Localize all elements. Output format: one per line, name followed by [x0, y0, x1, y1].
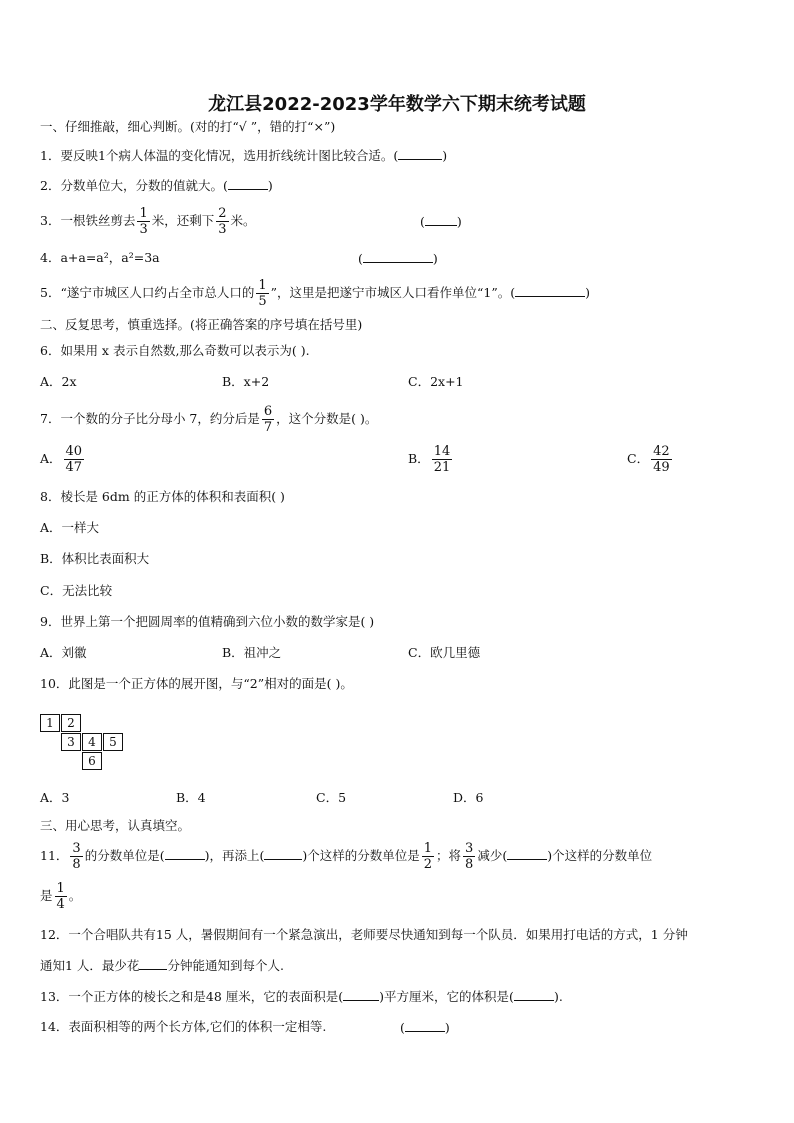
option-b[interactable]: B．4	[176, 790, 206, 805]
fraction: $\frac{1}{5}$	[258, 278, 267, 309]
question-2: 2．分数单位大，分数的值就大。( )	[40, 178, 273, 193]
fraction: $\frac{14}{21}$	[433, 444, 451, 475]
answer-blank[interactable]	[343, 988, 379, 1001]
question-5: 5．“遂宁市城区人口约占全市总人口的 $\frac{1}{5}$ ”，这里是把遂宁市城区人口看作单位“1”。( )	[40, 278, 591, 309]
question-12-line-2: 通知1 人．最少花 分钟能通知到每个人.	[40, 958, 284, 973]
section-2-heading: 二、反复思考，慎重选择。(将正确答案的序号填在括号里)	[40, 317, 363, 332]
net-face: 1	[40, 714, 60, 732]
option-a[interactable]: A．一样大	[40, 520, 100, 535]
option-d[interactable]: D．6	[453, 790, 484, 805]
question-9: 9．世界上第一个把圆周率的值精确到六位小数的数学家是( )	[40, 614, 375, 629]
fraction: $\frac{3}{8}$	[465, 841, 474, 872]
fraction: $\frac{6}{7}$	[263, 404, 273, 435]
section-3-heading: 三、用心思考，认真填空。	[40, 818, 191, 833]
question-3: 3．一根铁丝剪去 $\frac{1}{3}$ 米，还剩下 $\frac{2}{3}$ 米。	[40, 206, 256, 237]
option-b[interactable]: B．祖冲之	[222, 645, 282, 660]
answer-blank[interactable]	[139, 957, 167, 970]
option-b[interactable]: B． $\frac{14}{21}$	[408, 444, 451, 475]
question-6: 6．如果用 x 表示自然数,那么奇数可以表示为( ).	[40, 343, 310, 358]
fraction: $\frac{1}{3}$	[139, 206, 148, 237]
answer-blank[interactable]	[515, 284, 585, 297]
option-a[interactable]: A．3	[40, 790, 70, 805]
fraction: $\frac{2}{3}$	[218, 206, 227, 237]
answer-blank[interactable]	[398, 147, 442, 160]
question-14: 14．表面积相等的两个长方体,它们的体积一定相等.	[40, 1019, 327, 1034]
page-title: 龙江县2022-2023学年数学六下期末统考试题	[208, 94, 586, 115]
fraction: $\frac{3}{8}$	[72, 841, 81, 872]
question-11-line-2: 是 $\frac{1}{4}$ 。	[40, 881, 82, 912]
option-c[interactable]: C．欧几里德	[408, 645, 481, 660]
answer-blank[interactable]	[507, 847, 547, 860]
option-c[interactable]: C．2x+1	[408, 374, 464, 389]
option-c[interactable]: C．5	[316, 790, 347, 805]
answer-blank[interactable]	[264, 847, 302, 860]
question-4: 4．a+a=a²，a²=3a	[40, 250, 160, 265]
question-13: 13．一个正方体的棱长之和是48 厘米，它的表面积是( )平方厘米，它的体积是( ).	[40, 989, 563, 1004]
question-8: 8．棱长是 6dm 的正方体的体积和表面积( )	[40, 489, 285, 504]
option-b[interactable]: B．x+2	[222, 374, 270, 389]
answer-blank[interactable]	[405, 1019, 445, 1032]
section-1-heading: 一、仔细推敲，细心判断。(对的打“√ ”，错的打“×”)	[40, 119, 336, 134]
question-11: 11． $\frac{3}{8}$ 的分数单位是( )，再添上( )个这样的分数单位是 $\frac{1}{2}$ ；将 $\frac{3}{8}$ 减少( )个这样的分数单位	[40, 841, 653, 872]
option-c[interactable]: C．无法比较	[40, 583, 113, 598]
net-face: 2	[61, 714, 81, 732]
question-12: 12．一个合唱队共有15 人，暑假期间有一个紧急演出，老师要尽快通知到每一个队员．如果用打电话的方式，1 分钟	[40, 927, 688, 942]
net-face: 5	[103, 733, 123, 751]
net-face: 4	[82, 733, 102, 751]
option-a[interactable]: A．刘徽	[40, 645, 87, 660]
net-face: 3	[61, 733, 81, 751]
question-14-answer: ( )	[400, 1020, 450, 1035]
option-b[interactable]: B．体积比表面积大	[40, 551, 150, 566]
fraction: $\frac{1}{4}$	[56, 881, 65, 912]
fraction: $\frac{1}{2}$	[423, 841, 433, 872]
net-face: 6	[82, 752, 102, 770]
question-7: 7．一个数的分子比分母小 7，约分后是 $\frac{6}{7}$ ，这个分数是( )。	[40, 404, 378, 435]
answer-blank[interactable]	[514, 988, 554, 1001]
answer-blank[interactable]	[363, 250, 433, 263]
question-4-answer: ( )	[358, 251, 438, 266]
question-1: 1．要反映1个病人体温的变化情况，选用折线统计图比较合适。( )	[40, 148, 448, 163]
option-a[interactable]: A． $\frac{40}{47}$	[40, 444, 83, 475]
question-3-answer: ( )	[420, 214, 462, 229]
option-c[interactable]: C． $\frac{42}{49}$	[627, 444, 670, 475]
question-10: 10．此图是一个正方体的展开图，与“2”相对的面是( )。	[40, 676, 353, 691]
answer-blank[interactable]	[425, 213, 457, 226]
answer-blank[interactable]	[228, 177, 268, 190]
fraction: $\frac{42}{49}$	[653, 444, 670, 475]
answer-blank[interactable]	[165, 847, 205, 860]
fraction: $\frac{40}{47}$	[65, 444, 83, 475]
option-a[interactable]: A．2x	[40, 374, 77, 389]
